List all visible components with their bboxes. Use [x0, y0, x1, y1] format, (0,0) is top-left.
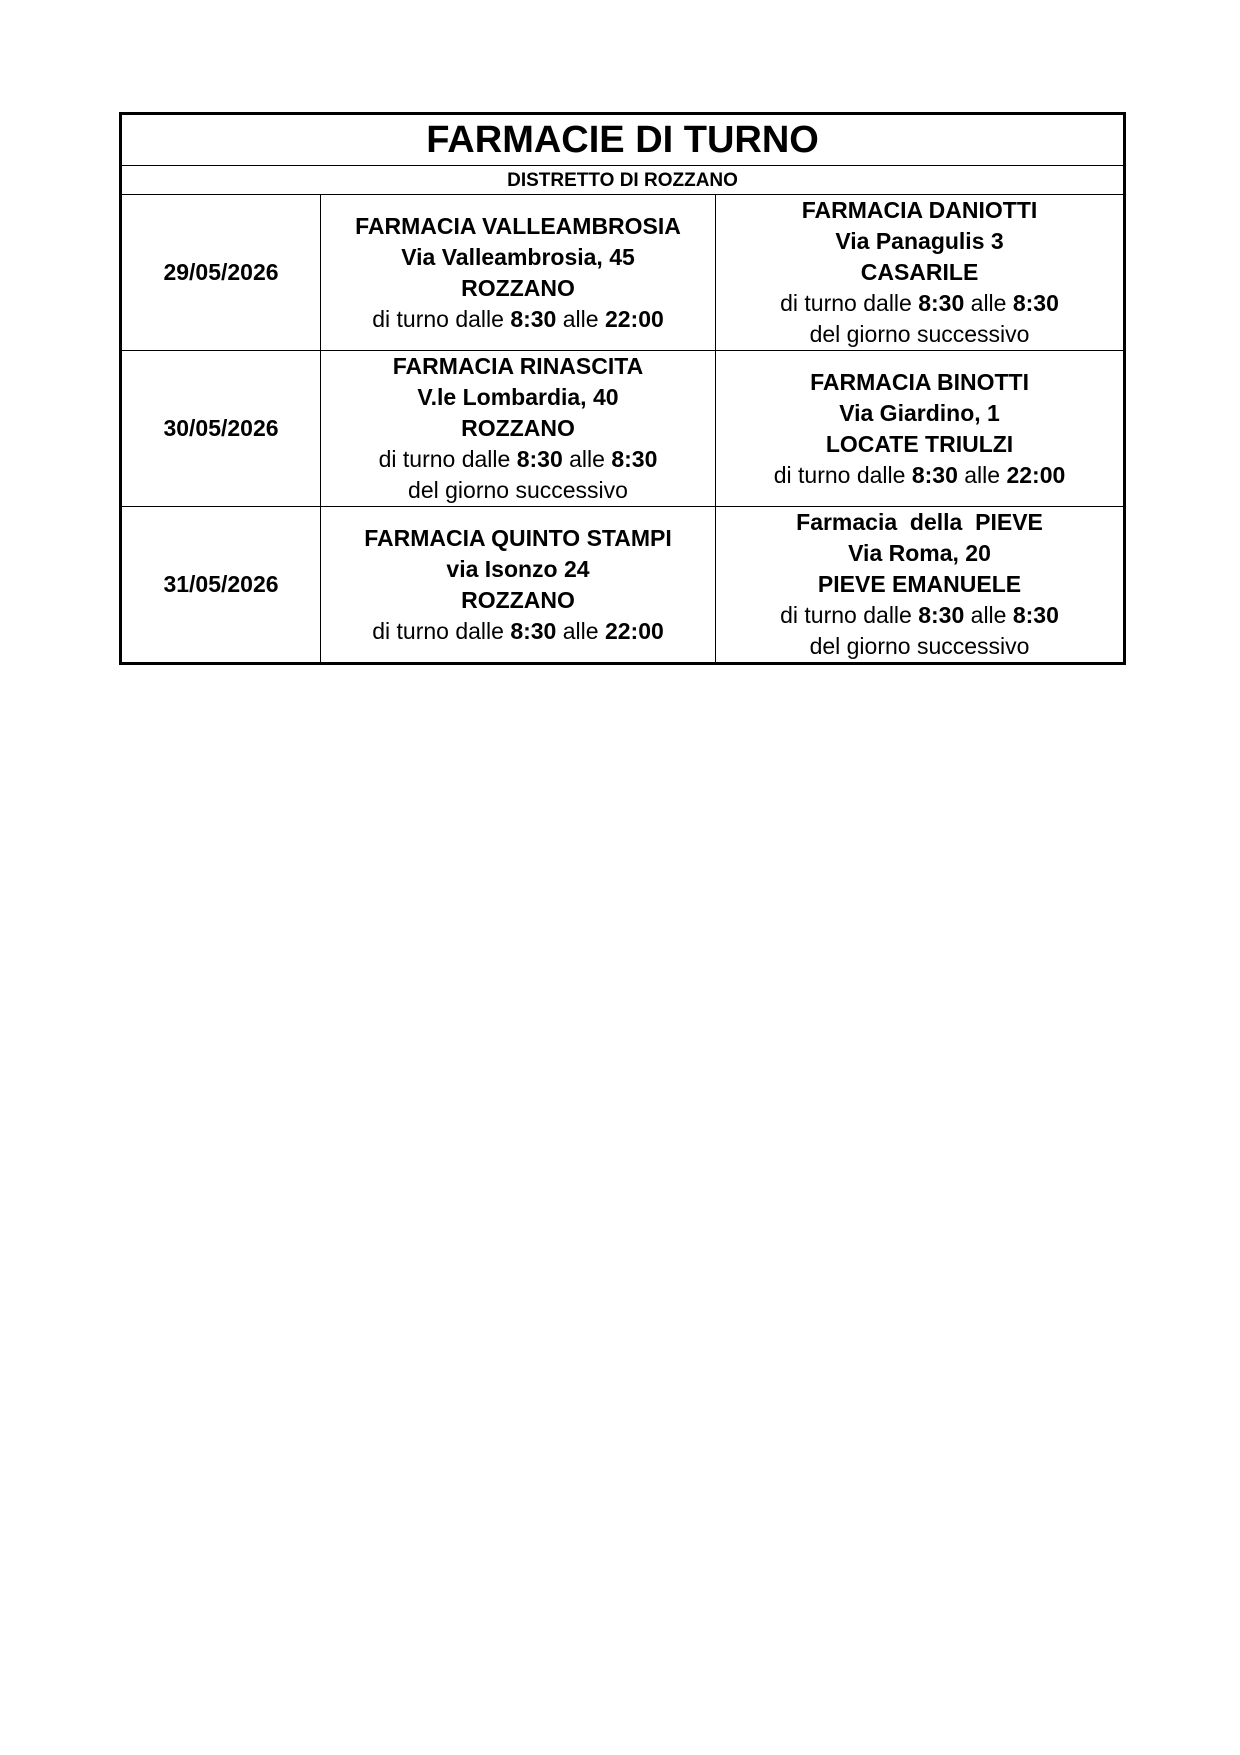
pharmacy-address: Via Giardino, 1	[839, 399, 1000, 426]
hours-middle: alle	[970, 602, 1007, 628]
district-heading: DISTRETTO DI ROZZANO	[121, 166, 1125, 195]
pharmacy-name: Farmacia della PIEVE	[796, 509, 1043, 535]
pharmacy-name: FARMACIA BINOTTI	[810, 368, 1029, 395]
pharmacy-town: PIEVE EMANUELE	[817, 571, 1022, 597]
day-row	[121, 351, 1125, 507]
pharmacy-hours	[716, 288, 1123, 319]
pharmacy-name: FARMACIA QUINTO STAMPI	[364, 524, 672, 551]
pharmacy-cell	[716, 195, 1125, 351]
pharmacy-address: V.le Lombardia, 40	[417, 384, 619, 410]
day-row	[121, 507, 1125, 664]
pharmacy-town: ROZZANO	[461, 274, 575, 301]
hours-to: 8:30	[1012, 602, 1059, 628]
pharmacy-hours	[321, 616, 715, 647]
hours-from: 8:30	[510, 305, 557, 332]
hours-middle: alle	[562, 617, 599, 644]
pharmacy-hours	[716, 600, 1123, 631]
pharmacy-hours	[321, 304, 715, 335]
hours-to: 8:30	[1012, 290, 1059, 316]
pharmacy-address: Via Roma, 20	[848, 540, 991, 566]
pharmacy-address: Via Panagulis 3	[835, 228, 1004, 254]
pharmacy-cell	[321, 351, 716, 507]
hours-prefix: di turno dalle	[780, 602, 912, 628]
pharmacy-hours-note: del giorno successivo	[809, 321, 1030, 347]
hours-prefix: di turno dalle	[378, 446, 511, 472]
pharmacy-hours-note: del giorno successivo	[408, 477, 628, 503]
pharmacy-name: FARMACIA RINASCITA	[392, 353, 644, 379]
hours-middle: alle	[964, 461, 1001, 488]
hours-from: 8:30	[510, 617, 557, 644]
date-cell: 30/05/2026	[121, 351, 321, 507]
pharmacy-town: ROZZANO	[461, 415, 575, 441]
hours-prefix: di turno dalle	[773, 461, 906, 488]
pharmacy-cell	[321, 195, 716, 351]
page-title: FARMACIE DI TURNO	[121, 114, 1125, 166]
hours-middle: alle	[569, 446, 605, 472]
date-cell: 29/05/2026	[121, 195, 321, 351]
pharmacy-hours-note: del giorno successivo	[809, 633, 1030, 659]
hours-from: 8:30	[516, 446, 563, 472]
hours-middle: alle	[970, 290, 1007, 316]
hours-to: 8:30	[611, 446, 658, 472]
hours-to: 22:00	[604, 617, 664, 644]
date-cell: 31/05/2026	[121, 507, 321, 664]
hours-from: 8:30	[911, 461, 958, 488]
day-row	[121, 195, 1125, 351]
pharmacy-town: ROZZANO	[461, 586, 575, 613]
hours-middle: alle	[562, 305, 599, 332]
pharmacy-name: FARMACIA DANIOTTI	[801, 197, 1038, 223]
hours-prefix: di turno dalle	[372, 617, 504, 644]
pharmacy-name: FARMACIA VALLEAMBROSIA	[355, 212, 681, 239]
hours-from: 8:30	[918, 602, 965, 628]
pharmacy-hours	[716, 460, 1123, 491]
hours-prefix: di turno dalle	[780, 290, 912, 316]
pharmacy-hours	[321, 444, 715, 475]
hours-from: 8:30	[918, 290, 965, 316]
pharmacy-cell	[716, 351, 1125, 507]
pharmacy-address: via Isonzo 24	[446, 555, 590, 582]
pharmacy-cell	[716, 507, 1125, 664]
hours-to: 22:00	[1006, 461, 1066, 488]
pharmacy-address: Via Valleambrosia, 45	[401, 243, 635, 270]
pharmacy-town: CASARILE	[860, 259, 979, 285]
pharmacy-schedule-table	[119, 112, 1126, 665]
hours-prefix: di turno dalle	[372, 305, 504, 332]
pharmacy-town: LOCATE TRIULZI	[825, 430, 1014, 457]
hours-to: 22:00	[604, 305, 664, 332]
pharmacy-cell	[321, 507, 716, 664]
